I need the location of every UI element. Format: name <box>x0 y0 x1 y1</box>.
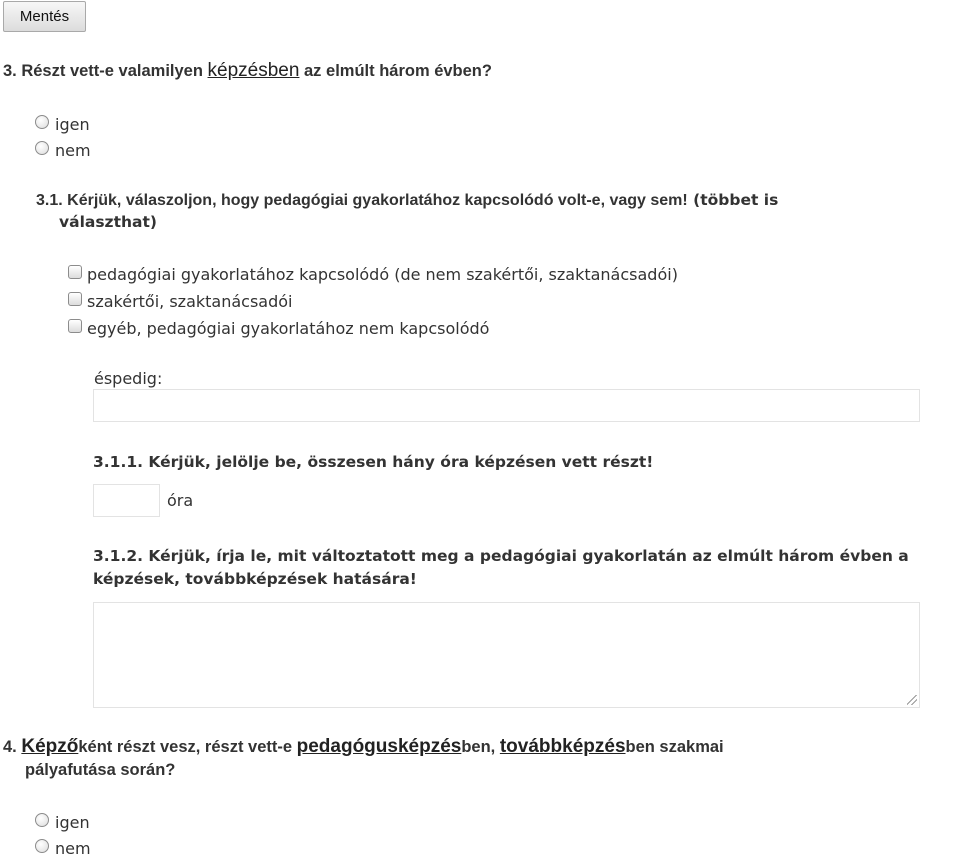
question-4-line2: pályafutása során? <box>25 761 176 779</box>
q4-option-igen-label: igen <box>55 813 90 832</box>
q31-checkbox-egyeb[interactable] <box>68 319 82 333</box>
kepzo-link[interactable]: Képző <box>21 736 79 757</box>
q3-option-nem-label: nem <box>55 141 91 160</box>
hours-input[interactable] <box>93 484 160 517</box>
question-4-text2: ben, <box>461 738 500 756</box>
q3-option-igen-label: igen <box>55 115 90 134</box>
q3-radio-nem[interactable] <box>35 141 49 155</box>
tovabbkepzes-link[interactable]: továbbképzés <box>499 736 626 757</box>
question-3-1-1-title: 3.1.1. Kérjük, jelölje be, összesen hány óra képzésen vett részt! <box>93 453 654 471</box>
q31-checkbox-szakertoi[interactable] <box>68 292 82 306</box>
hours-unit-label: óra <box>167 491 194 510</box>
q31-option-1-label: pedagógiai gyakorlatához kapcsolódó (de nem szakértői, szaktanácsadói) <box>87 265 678 284</box>
other-text-input[interactable] <box>93 389 920 422</box>
question-3-suffix: az elmúlt három évben? <box>299 62 492 80</box>
question-4-title <box>3 736 724 758</box>
kepzesben-link[interactable]: képzésben <box>207 60 300 81</box>
question-3-title <box>3 60 492 82</box>
change-description-textarea[interactable] <box>93 602 920 708</box>
q3-radio-igen[interactable] <box>35 115 49 129</box>
question-3-1-line1: 3.1. Kérjük, válaszoljon, hogy pedagógiai gyakorlatához kapcsolódó volt-e, vagy sem! <box>36 192 688 209</box>
q4-radio-igen[interactable] <box>35 813 49 827</box>
question-4-text1: ként részt vesz, részt vett-e <box>78 738 297 756</box>
resize-handle-icon[interactable] <box>907 695 917 705</box>
other-label: éspedig: <box>94 369 163 388</box>
q31-checkbox-pedagogiai[interactable] <box>68 265 82 279</box>
q31-option-3-label: egyéb, pedagógiai gyakorlatához nem kapcsolódó <box>87 319 490 338</box>
save-button[interactable]: Mentés <box>3 1 86 32</box>
question-3-1-line2: választhat) <box>59 213 157 231</box>
question-3-prefix: 3. Részt vett-e valamilyen <box>3 62 208 80</box>
pedagoguskepzes-link[interactable]: pedagógusképzés <box>296 736 462 757</box>
question-3-1-title <box>36 191 778 210</box>
q31-option-2-label: szakértői, szaktanácsadói <box>87 292 293 311</box>
q4-option-nem-label: nem <box>55 839 91 858</box>
question-3-1-2-line1: 3.1.2. Kérjük, írja le, mit változtatott meg a pedagógiai gyakorlatán az elmúlt három évben a <box>93 547 909 565</box>
question-3-1-2-line2: képzések, továbbképzések hatására! <box>93 570 417 588</box>
question-3-1-note: (többet is <box>687 191 779 209</box>
q4-radio-nem[interactable] <box>35 839 49 853</box>
question-4-text3: ben szakmai <box>625 738 724 756</box>
question-4-number: 4. <box>3 738 22 756</box>
